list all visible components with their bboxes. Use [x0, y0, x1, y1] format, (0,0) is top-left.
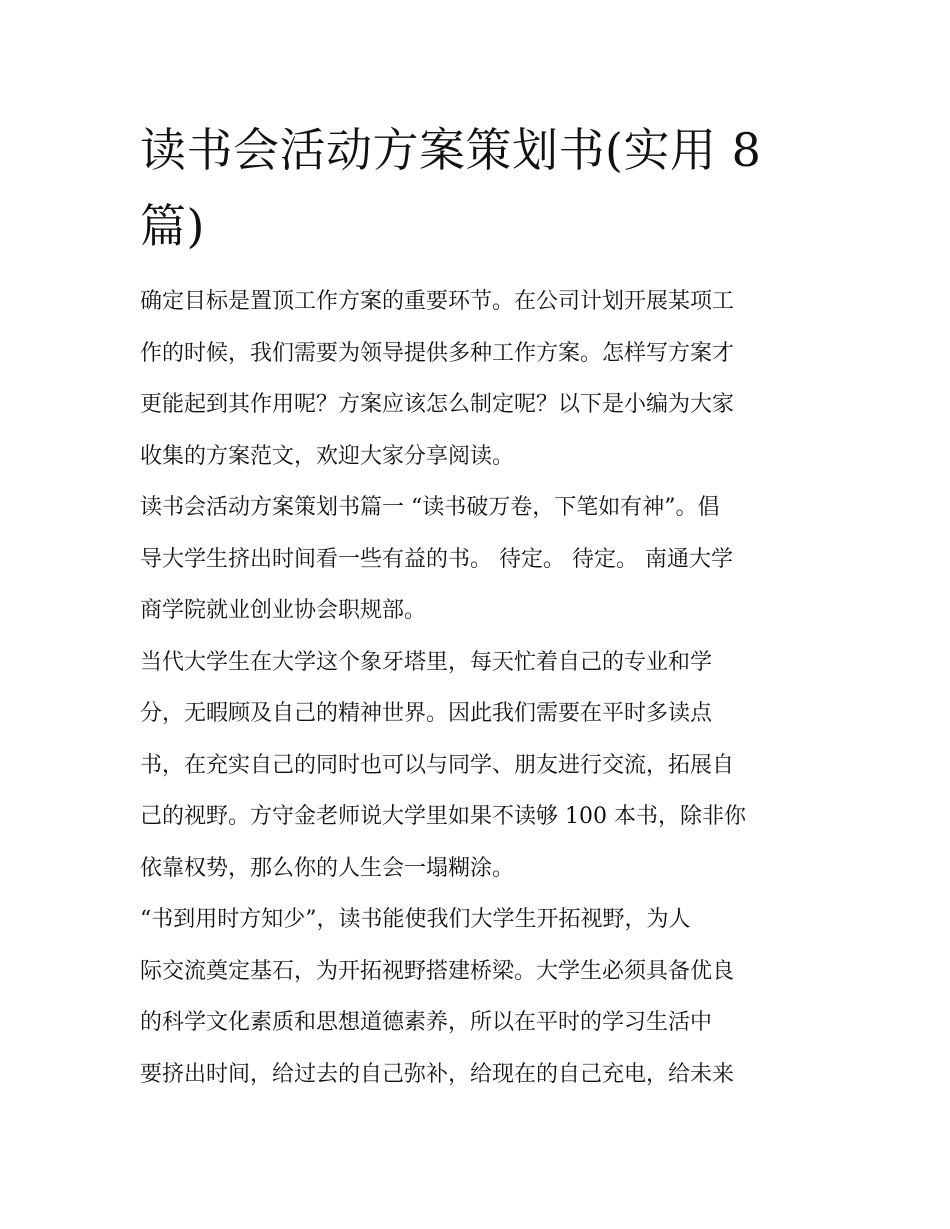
document-body	[140, 276, 820, 1100]
paragraph-background: 当代大学生在大学这个象牙塔里，每天忙着自己的专业和学 分，无暇顾及自己的精神世界。因此我们需要在平时多读点 书，在充实自己的同时也可以与同学、朋友进行交流，拓展自 己的视野。方守金老师说大学里如果不读够 100 本书，除非你 依靠权势，那么你的人生会一塌糊涂。	[140, 649, 746, 881]
paragraph-intro: 确定目标是置顶工作方案的重要环节。在公司计划开展某项工 作的时候，我们需要为领导提供多种工作方案。怎样写方案才 更能起到其作用呢？方案应该怎么制定呢？以下是小编为大家 收集的方案范文，欢迎大家分享阅读。	[140, 289, 735, 469]
paragraph-purpose: “书到用时方知少”，读书能使我们大学生开拓视野，为人 际交流奠定基石，为开拓视野搭建桥梁。大学生必须具备优良 的科学文化素质和思想道德素养，所以在平时的学习生活中 要挤出时间，给过去的自己弥补，给现在的自己充电，给未来	[140, 907, 735, 1087]
document-title: 读书会活动方案策划书(实用 8 篇)	[140, 123, 762, 253]
paragraph-plan-one: 读书会活动方案策划书篇一 “读书破万卷，下笔如有神”。倡 导大学生挤出时间看一些有益的书。 待定。 待定。 南通大学 商学院就业创业协会职规部。	[140, 495, 733, 623]
